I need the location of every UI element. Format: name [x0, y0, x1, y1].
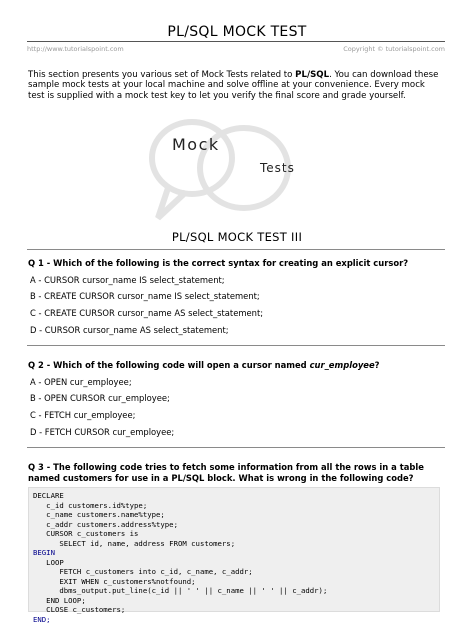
code-line: SELECT id, name, address FROM customers; — [33, 538, 236, 548]
header-links — [27, 45, 445, 53]
code-line: LOOP — [33, 557, 64, 567]
code-line: CLOSE c_customers; — [33, 605, 126, 614]
code-line: EXIT WHEN c_customers%notfound; — [33, 576, 196, 586]
section-heading: PL/SQL MOCK TEST III — [171, 230, 303, 244]
q1-option-c: C - CREATE CURSOR cursor_name AS select_statement; — [30, 308, 264, 318]
code-line: END; — [33, 614, 51, 624]
code-line: c_id customers.id%type; — [33, 500, 148, 510]
title-divider — [27, 41, 445, 42]
mock-tests-logo — [140, 106, 310, 224]
site-link[interactable]: http://www.tutorialspoint.com — [27, 45, 124, 53]
question-1-title: Q 1 - Which of the following is the correct syntax for creating an explicit cursor? — [28, 258, 409, 268]
q1-option-d: D - CURSOR cursor_name AS select_statement; — [30, 325, 229, 335]
code-line: DECLARE — [33, 491, 64, 500]
question-3-title: Q 3 - The following code tries to fetch some information from all the rows in a table named customers for use in a PL/SQL block. What is wrong in the following code? — [28, 462, 424, 483]
intro-text-end: . You can download these sample mock tests at your local machine and solve offline at your convenience. Every mock test is supplied with a mock test key to let you verify the final score and grade yourself. — [28, 70, 439, 101]
page-title: PL/SQL MOCK TEST — [167, 24, 307, 40]
q2-option-b: B - OPEN CURSOR cur_employee; — [30, 393, 170, 403]
question-2-title — [28, 360, 444, 371]
code-line: BEGIN — [33, 548, 55, 557]
question-2-end: ? — [374, 360, 380, 370]
q2-option-d: D - FETCH CURSOR cur_employee; — [30, 427, 175, 437]
logo-word-mock: Mock — [172, 135, 220, 154]
code-line: CURSOR c_customers is — [33, 529, 139, 538]
question-2-text: Q 2 - Which of the following code will open a cursor named — [28, 360, 310, 370]
code-block — [28, 487, 440, 624]
q2-option-a: A - OPEN cur_employee; — [30, 377, 132, 387]
code-line: c_name customers.name%type; — [33, 510, 165, 519]
code-line: dbms_output.put_line(c_id || ' ' || c_name || ' ' || c_addr); — [33, 586, 328, 595]
question-2-cursor-name: cur_employee — [309, 360, 375, 370]
divider — [27, 249, 445, 250]
q1-option-a: A - CURSOR cursor_name IS select_statement; — [30, 275, 225, 285]
code-line: END LOOP; — [33, 595, 86, 605]
divider — [27, 447, 445, 448]
intro-text-start: This section presents you various set of Mock Tests related to — [28, 70, 296, 80]
intro-paragraph — [28, 70, 444, 101]
code-line: c_addr customers.address%type; — [33, 519, 178, 529]
code-line: FETCH c_customers into c_id, c_name, c_addr; — [33, 567, 253, 576]
q2-option-c: C - FETCH cur_employee; — [30, 410, 136, 420]
divider — [27, 345, 445, 346]
q1-option-b: B - CREATE CURSOR cursor_name IS select_statement; — [30, 291, 260, 301]
copyright-text: Copyright © tutorialspoint.com — [343, 45, 445, 53]
logo-word-tests: Tests — [260, 161, 295, 175]
intro-topic: PL/SQL — [295, 70, 330, 80]
